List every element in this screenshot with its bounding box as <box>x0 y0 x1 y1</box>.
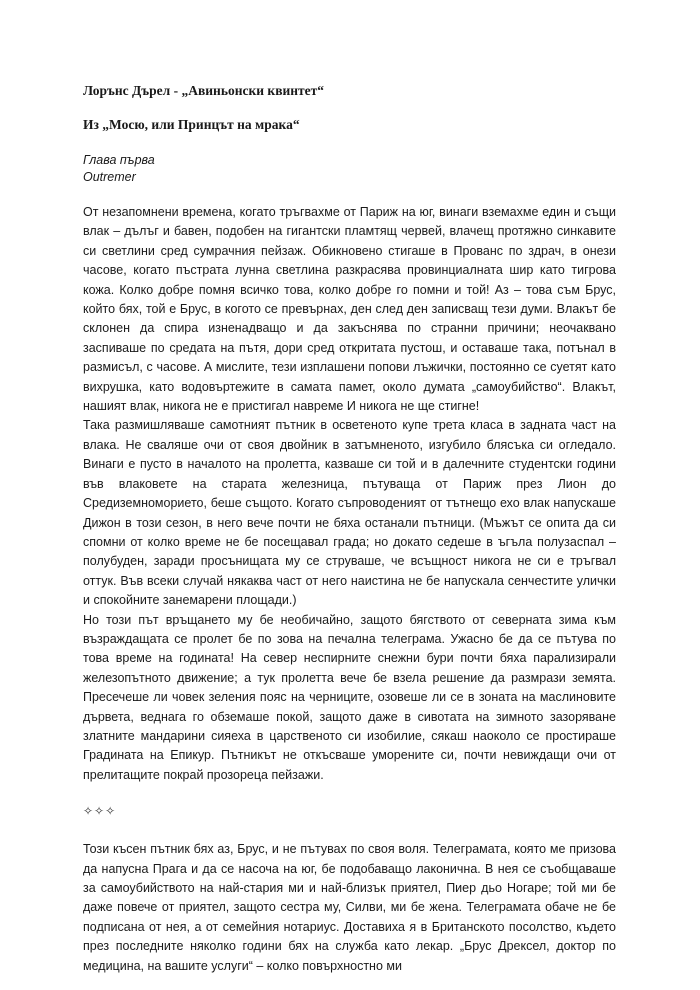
paragraph-2: Така размишляваше самотният пътник в осветеното купе трета класа в задната част на влака. Не сваляше очи от своя двойник в затъмненото, изгубило блясъка си огледало. Винаги е пусто в началото на пролетта, казваше си той и в далечните студентски години във влаковете на старата железница, пътуваща от Париж през Лион до Средиземноморието, беше същото. Когато съпроводеният от тътнещо ехо влак напускаше Дижон в този сезон, в него вече почти не бяха останали пътници. (Мъжът се опита да си спомни от колко време не бе посещавал града; но докато седеше в ъгъла полузаспал – полубуден, заради просънищата му се струваше, че всъщност никога не си е тръгвал оттук. Във всеки случай някаква част от него наистина не бе напускала сенчестите улички и спокойните занемарени площади.) <box>83 418 616 608</box>
paragraph-4: Този късен пътник бях аз, Брус, и не пътувах по своя воля. Телеграмата, която ме призова да напусна Прага и да се насоча на юг, бе подобаващо лаконична. В нея се съобщаваше за самоубийството на най-стария ми и най-близък приятел, Пиер дьо Ногаре; той ми бе даже повече от приятел, защото сестра му, Силви, ми бе жена. Телеграмата обаче не бе подписана от нея, а от семейния нотариус. Доставиха я в Британското посолство, където през последните няколко години бях на служба като лекар. „Брус Дрексел, доктор по медицина, на вашите услуги“ – колко повърхностно ми <box>83 842 616 973</box>
document-title: Лорънс Дърел - „Авиньонски квинтет“ <box>83 83 325 98</box>
chapter-name: Outremer <box>83 170 136 184</box>
chapter-label: Глава първа <box>83 153 155 167</box>
paragraph-1: От незапомнени времена, когато тръгвахме от Париж на юг, винаги вземахме един и същи влак – дълъг и бавен, подобен на гигантски пламтящ червей, влачещ протяжно синкавите си светлини сред сумрачния пейзаж. Обикновено стигаше в Прованс по здрач, в онези часове, когато пъстрата лунна светлина разкрасява провинциалната шир като тигрова кожа. Колко добре помня всичко това, колко добре го помни и той! Аз – това съм Брус, който бях, той е Брус, в когото се превърнах, ден след ден записващ тези думи. Влакът бе склонен да спира изненадващо и да закъснява по странни причини; неочаквано заспиваше по средата на пътя, дори сред откритата пустош, и оставаше така, потънал в размисъл, с часове. А мислите, тези изплашени попови лъжички, постоянно се суетят като вихрушка, като водовъртежите в самата памет, около думата „самоубийство“. Влакът, нашият влак, никога не е пристигал навреме И никога не ще стигне! <box>83 205 616 414</box>
document-page <box>83 82 616 976</box>
document-subtitle: Из „Мосю, или Принцът на мрака“ <box>83 117 300 132</box>
paragraph-3: Но този път връщането му бе необичайно, защото бягството от северната зима към възраждащата се пролет бе по зова на печална телеграма. Ужасно бе да се пътува по това време на годината! На север неспирните снежни бури почти бяха парализирали железопътното движение; а тук пролетта вече бе взела решение да размрази земята. Пресечеше ли човек зеления пояс на черниците, озовеше ли се в зоната на маслиновите дървета, веднага го обземаше покой, защото даже в сивотата на зимното зазоряване златните мандарини сияеха в царственото си изобилие, сякаш наоколо се простираше Градината на Епикур. Пътникът не откъсваше уморените си, почти невиждащи очи от прелитащите покрай прозореца пейзажи. <box>83 612 616 782</box>
chapter-heading <box>83 152 616 186</box>
section-separator: ✧✧✧ <box>83 804 117 819</box>
